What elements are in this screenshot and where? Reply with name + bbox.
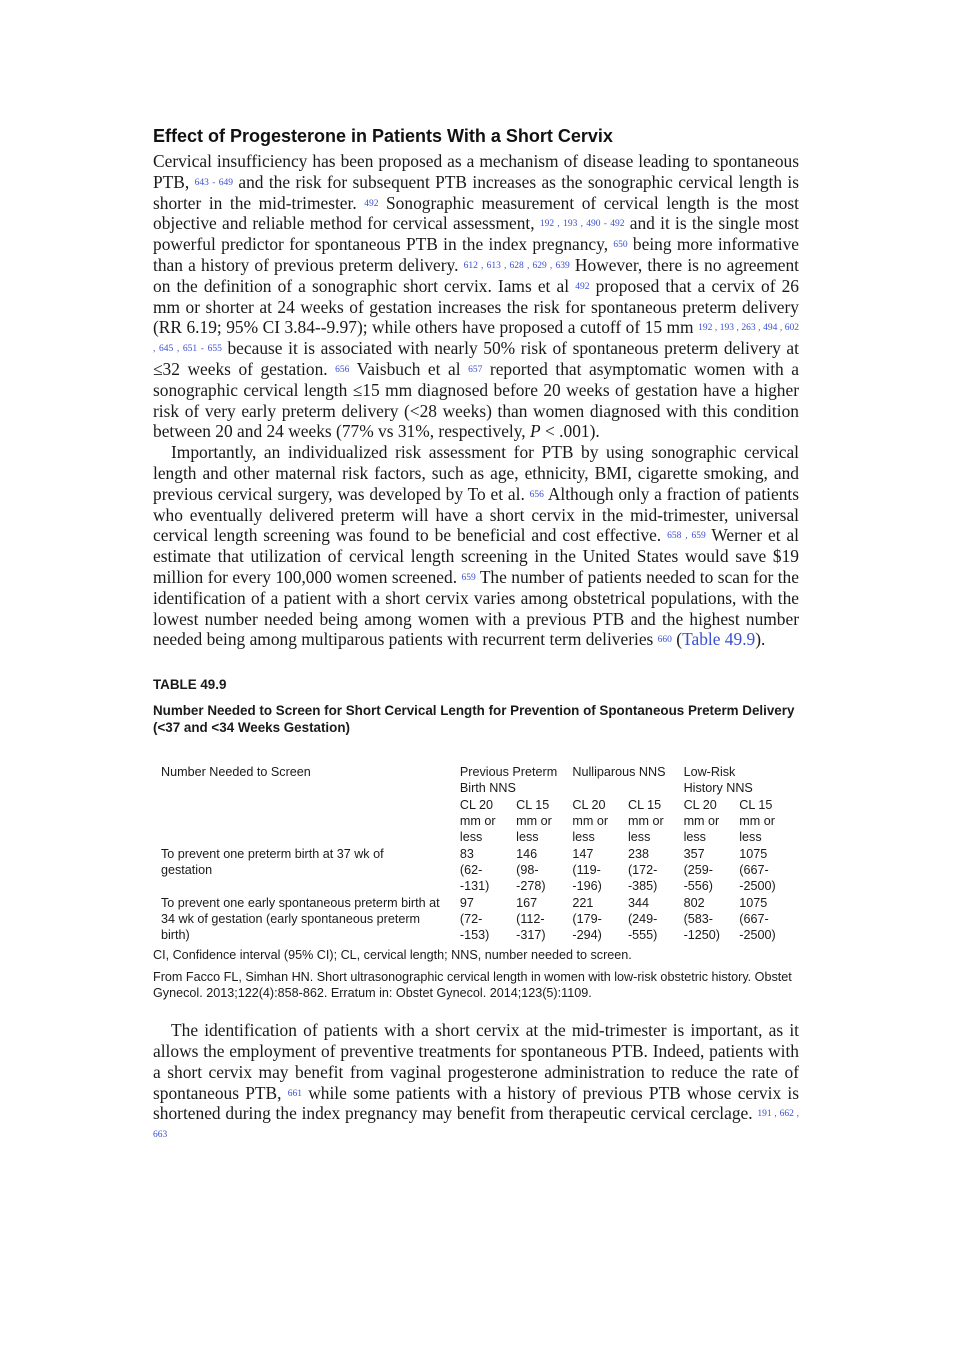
citation-ref[interactable]: 656 — [335, 364, 350, 375]
table-cell: 146 (98--278) — [516, 846, 546, 894]
citation-ref[interactable]: 612 , 613 , 628 , 629 , 639 — [463, 260, 570, 271]
paragraph-2: Importantly, an individualized risk assessment for PTB by using sonographic cervical length and other maternal risk factors, such as age, ethnicity, BMI, cigarette smoking, and previous cervical surgery, was developed by To et al. 656 Although only a fraction of patients who eventually delivered preterm will have a short cervix in the mid-trimester, universal cervical length screening was found to be beneficial and cost effective. 658 , 659 Werner et al estimate that utilization of cervical length screening in the United States would save $19 million for every 100,000 women screened. 659 The number of patients needed to scan for the identification of a patient with a short cervix varies among obstetrical populations, with the lowest number needed being among women with a previous PTB and the highest number needed being among multiparous patients with recurrent term deliveries 660 (Table 49.9). — [153, 442, 799, 650]
section-heading: Effect of Progesterone in Patients With a Short Cervix — [153, 126, 613, 146]
table-cell: 167 (112--317) — [516, 895, 546, 943]
row-label: To prevent one early spontaneous preterm birth at 34 wk of gestation (early spontaneous preterm birth) — [161, 895, 440, 943]
table-cell: 357 (259--556) — [683, 846, 713, 894]
citation-ref[interactable]: 656 — [529, 489, 544, 500]
header-col0: Number Needed to Screen — [161, 765, 311, 780]
table-cell: 1075 (667--2500) — [739, 895, 776, 943]
citation-ref[interactable]: 643 - 649 — [194, 177, 234, 188]
citation-ref[interactable]: 192 , 193 , 490 - 492 — [539, 219, 625, 230]
subheader-cell: CL 20 mm or less — [683, 797, 720, 845]
citation-ref[interactable]: 492 — [364, 198, 379, 209]
row-label: To prevent one preterm birth at 37 wk of gestation — [161, 846, 384, 877]
citation-ref[interactable]: 191 , 662 , 663 — [153, 1109, 799, 1141]
document-page — [153, 126, 799, 1145]
table-cell: 238 (172--385) — [627, 846, 658, 894]
citation-ref[interactable]: 192 , 193 , 263 , 494 , 602 , 645 , 651 - 655 — [153, 323, 799, 355]
subheader-cell: CL 15 mm or less — [627, 797, 664, 845]
table-cell: 221 (179--294) — [572, 895, 602, 943]
table-subheader-row — [153, 797, 795, 846]
paragraph-1: Cervical insufficiency has been proposed as a mechanism of disease leading to spontaneous PTB, 643 - 649 and the risk for subsequent PTB increases as the sonographic cervical length is shorter in the mid-trimester. 492 Sonographic measurement of cervical length is the most objective and reliable method for cervical assessment, 192 , 193 , 490 - 492 and it is the single most powerful predictor for spontaneous PTB in the index pregnancy, 650 being more informative than a history of previous preterm delivery. 612 , 613 , 628 , 629 , 639 However, there is no agreement on the definition of a sonographic short cervix. Iams et al 492 proposed that a cervix of 26 mm or shorter at 24 weeks of gestation increases the risk for spontaneous preterm delivery (RR 6.19; 95% CI 3.84--9.97); while others have proposed a cutoff of 15 mm 192 , 193 , 263 , 494 , 602 , 645 , 651 - 655 because it is associated with nearly 50% risk of spontaneous preterm delivery at ≤32 weeks of gestation. 656 Vaisbuch et al 657 reported that asymptomatic women with a sonographic cervical length ≤15 mm diagnosed before 20 weeks of gestation have a higher risk of very early preterm delivery (<28 weeks) than women diagnosed with this condition between 20 and 24 weeks (77% vs 31%, respectively, P < .001). — [153, 151, 800, 442]
table-cell: 344 (249--555) — [627, 895, 658, 943]
table-link[interactable]: Table 49.9 — [682, 629, 756, 650]
citation-ref[interactable]: 657 — [468, 364, 483, 375]
subheader-cell: CL 20 mm or less — [572, 797, 609, 845]
table-cell: 83 (62--131) — [459, 846, 490, 894]
nns-table — [153, 764, 795, 943]
citation-ref[interactable]: 659 — [461, 572, 476, 583]
table-cell: 97 (72--153) — [459, 895, 490, 943]
subheader-cell: CL 15 mm or less — [516, 797, 552, 845]
citation-ref[interactable]: 660 — [657, 635, 672, 646]
table-label: TABLE 49.9 — [153, 677, 227, 693]
citation-ref[interactable]: 492 — [575, 281, 590, 292]
table-footnote: CI, Confidence interval (95% CI); CL, cervical length; NNS, number needed to screen. — [153, 948, 632, 963]
table-source: From Facco FL, Simhan HN. Short ultrasonographic cervical length in women with low-risk obstetric history. Obstet Gynecol. 2013;122(4):858-862. Erratum in: Obstet Gynecol. 2014;123(5):1109. — [153, 969, 792, 1000]
table-row — [153, 895, 795, 944]
subheader-cell: CL 20 mm or less — [459, 797, 496, 845]
paragraph-3: The identification of patients with a short cervix at the mid-trimester is important, as it allows the employment of preventive treatments for spontaneous PTB. Indeed, patients with a short cervix may benefit from vaginal progesterone administration to reduce the rate of spontaneous PTB, 661 while some patients with a history of previous PTB whose cervix is shortened during the index pregnancy may benefit from therapeutic cervical cerclage. 191 , 662 , 663 — [153, 1020, 799, 1141]
table-cell: 1075 (667--2500) — [739, 846, 776, 894]
table-cell: 802 (583--1250) — [683, 895, 720, 943]
citation-ref[interactable]: 661 — [287, 1088, 302, 1099]
subheader-cell: CL 15 mm or less — [739, 797, 775, 845]
table-row — [153, 846, 795, 895]
group-header: Low-Risk History NNS — [683, 765, 753, 796]
table-title: Number Needed to Screen for Short Cervical Length for Prevention of Spontaneous Preterm Delivery (<37 and <34 Weeks Gestation) — [153, 703, 795, 736]
group-header: Previous Preterm Birth NNS — [459, 765, 558, 796]
table-header-row — [153, 764, 795, 797]
group-header: Nulliparous NNS — [572, 765, 666, 780]
table-cell: 147 (119--196) — [572, 846, 602, 894]
citation-ref[interactable]: 658 , 659 — [667, 531, 706, 542]
citation-ref[interactable]: 650 — [613, 240, 628, 251]
